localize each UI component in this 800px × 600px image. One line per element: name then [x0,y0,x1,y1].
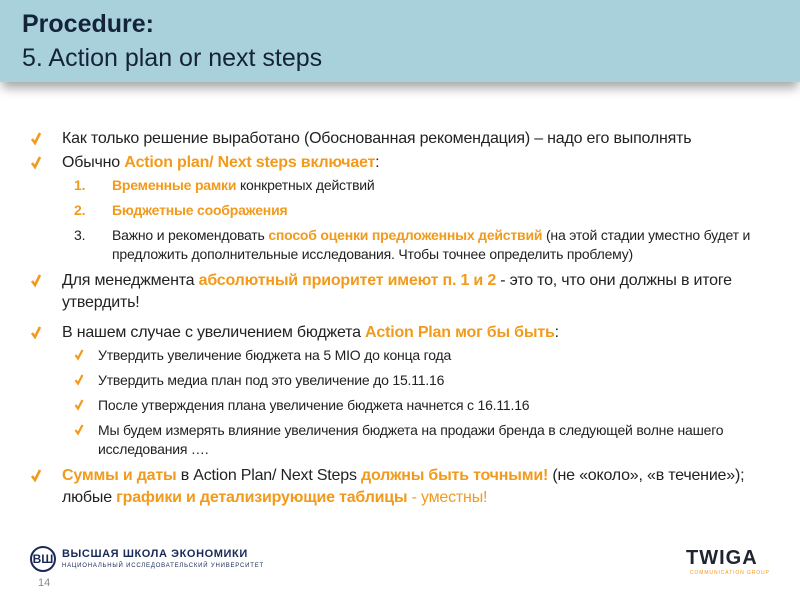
bullet-decision [30,128,760,150]
bullet-text-post: : [554,324,559,341]
item-text-pre: Важно и рекомендовать [112,227,269,243]
checkmark-bullet-icon [30,130,42,146]
hse-emblem-icon: ВШ [30,546,56,572]
bullet-text-post: : [375,154,380,171]
twiga-logo: TWIGA [686,547,758,569]
item-number: 2. [74,202,86,218]
numbered-item-3 [30,226,760,264]
hse-subtitle: НАЦИОНАЛЬНЫЙ ИССЛЕДОВАТЕЛЬСКИЙ УНИВЕРСИТЕТ [62,563,265,569]
sub-bullet-text: Мы будем измерять влияние увеличения бюджета на продажи бренда в следующей волне нашего исследования …. [98,422,724,457]
sub-bullet-item [30,346,760,365]
checkmark-bullet-icon [30,324,42,340]
checkmark-bullet-icon [30,154,42,170]
hse-name: ВЫСШАЯ ШКОЛА ЭКОНОМИКИ [62,548,248,560]
sub-bullet-text: Утвердить увеличение бюджета на 5 MIO до конца года [98,347,452,363]
bullet-text-pre: Для менеджмента [62,272,199,289]
twiga-subtitle: COMMUNICATION GROUP [690,570,770,576]
bullet-highlight: графики и детализирующие таблицы [116,489,408,506]
bullet-highlight: должны быть точными! [361,467,549,484]
bullet-management-priority [30,270,760,314]
bullet-highlight: абсолютный приоритет имеют п. 1 и 2 [198,272,497,289]
bullet-text: в Action Plan/ Next Steps [176,467,361,484]
checkmark-bullet-icon [74,373,84,386]
item-highlight: способ оценки предложенных действий [268,227,543,243]
sub-bullet-item [30,396,760,415]
bullet-highlight: Суммы и даты [62,467,177,484]
slide-title: Procedure: [22,10,154,38]
numbered-item-1 [30,176,760,195]
bullet-our-case [30,322,760,344]
bullet-highlight: Action plan/ Next steps включает [124,154,376,171]
sub-bullet-item [30,371,760,390]
bullet-text-post: - это то, что они должны в итоге утвердить! [62,272,732,311]
sub-bullet-list [30,346,760,459]
numbered-list [30,176,760,264]
item-text: конкретных действий [236,177,375,193]
bullet-text-pre: В нашем случае с увеличением бюджета [62,324,366,341]
sub-bullet-text: Утвердить медиа план под это увеличение до 15.11.16 [98,372,445,388]
checkmark-bullet-icon [74,398,84,411]
item-text: (на этой стадии уместно будет и предложить дополнительные исследования. Чтобы точнее определить проблему) [112,227,751,262]
checkmark-bullet-icon [74,348,84,361]
item-highlight: Временные рамки [112,177,237,193]
page-number: 14 [38,577,51,589]
checkmark-bullet-icon [74,423,84,436]
slide-content [30,128,760,511]
bullet-action-plan [30,152,760,174]
checkmark-bullet-icon [30,272,42,288]
bullet-sums-and-dates [30,465,760,509]
bullet-text-pre: Обычно [62,154,125,171]
numbered-item-2 [30,201,760,220]
sub-bullet-item [30,421,760,459]
item-number: 1. [74,177,86,193]
item-number: 3. [74,227,86,243]
sub-bullet-text: После утверждения плана увеличение бюджета начнется с 16.11.16 [98,397,530,413]
bullet-highlight-light: - уместны! [407,489,488,506]
hse-logo [30,546,265,574]
bullet-highlight: Action Plan мог бы быть [365,324,555,341]
item-highlight: Бюджетные соображения [112,202,288,218]
bullet-text: (не «около», «в течение»); любые [62,467,745,506]
slide-header [0,0,800,82]
slide-subtitle: 5. Action plan or next steps [22,44,323,72]
bullet-text: Как только решение выработано (Обоснованная рекомендация) – надо его выполнять [62,130,692,147]
checkmark-bullet-icon [30,467,42,483]
